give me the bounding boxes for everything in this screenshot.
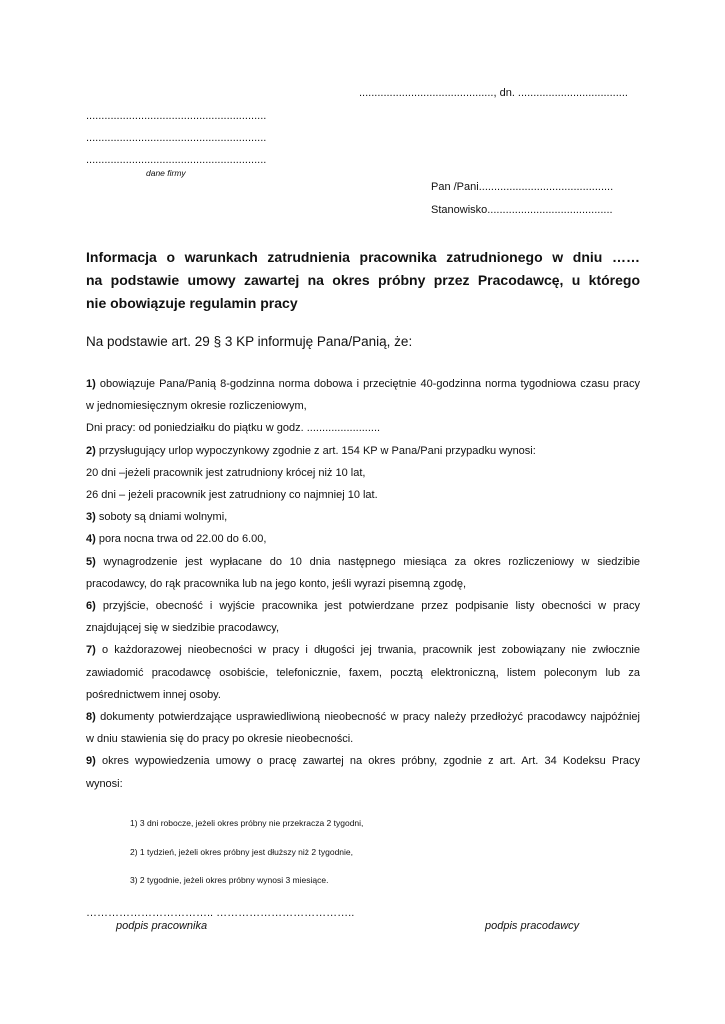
notice-period-3: 3) 2 tygodnie, jeżeli okres próbny wynosi 3 miesiące.: [130, 875, 329, 885]
item-text: pora nocna trwa od 22.00 do 6.00,: [95, 533, 267, 546]
item-1-line-2: w jednomiesięcznym okresie rozliczeniowym,: [86, 400, 307, 413]
item-number: 6): [86, 600, 96, 613]
item-1-line-1: [86, 373, 640, 395]
item-number: 4): [86, 533, 96, 546]
title-line-1: Informacja o warunkach zatrudnienia pracownika zatrudnionego w dniu ……: [86, 249, 640, 265]
title-line-3: nie obowiązuje regulamin pracy: [86, 295, 298, 311]
item-6-line-1: [86, 595, 640, 617]
company-line-2: ...........................................................: [86, 132, 267, 144]
item-text: przysługujący urlop wypoczynkowy zgodnie z art. 154 KP w Pana/Pani przypadku wynosi:: [95, 444, 536, 457]
item-number: 1): [86, 378, 96, 390]
item-number: 7): [86, 644, 96, 657]
item-7-line-1: [86, 639, 640, 661]
title-line-2: na podstawie umowy zawartej na okres próbny przez Pracodawcę, u którego: [86, 272, 640, 288]
item-8-line-2: w dniu stawienia się do pracy po okresie nieobecności.: [86, 733, 354, 746]
employee-signature-label: podpis pracownika: [116, 920, 208, 932]
item-3: [86, 506, 640, 528]
document-title: [86, 246, 640, 315]
item-7-line-3: pośrednictwem innej osoby.: [86, 688, 221, 701]
item-text: obowiązuje Pana/Panią 8-godzinna norma dobowa i przeciętnie 40-godzinna norma tygodniowa czasu pracy: [95, 378, 640, 390]
item-text: okres wypowiedzenia umowy o pracę zawartej na okres próbny, zgodnie z art. Art. 34 Kodeksu Pracy: [95, 755, 640, 768]
item-text: przyjście, obecność i wyjście pracownika jest potwierdzane przez podpisanie listy obecności w pracy: [95, 600, 640, 613]
item-number: 8): [86, 711, 96, 724]
company-line-3: ...........................................................: [86, 154, 267, 166]
item-4: [86, 528, 640, 550]
item-5-line-1: [86, 551, 640, 573]
items-block: [86, 373, 640, 795]
item-7-line-2: zawiadomić pracodawcę osobiście, telefonicznie, faxem, pocztą elektroniczną, listem poleconym lub za: [86, 666, 640, 679]
item-2-line-2: 20 dni –jeżeli pracownik jest zatrudniony krócej niż 10 lat,: [86, 466, 366, 479]
notice-period-2: 2) 1 tydzień, jeżeli okres próbny jest dłuższy niż 2 tygodnie,: [130, 847, 354, 857]
item-9-line-2: wynosi:: [86, 777, 123, 790]
item-text: soboty są dniami wolnymi,: [95, 511, 228, 524]
item-2-line-1: [86, 440, 640, 462]
notice-period-1: 1) 3 dni robocze, jeżeli okres próbny nie przekracza 2 tygodni,: [130, 818, 364, 828]
item-9-line-1: [86, 750, 640, 772]
recipient-line: Pan /Pani............................................: [431, 181, 614, 193]
lead-paragraph: Na podstawie art. 29 § 3 KP informuję Pana/Panią, że:: [86, 334, 413, 349]
item-8-line-1: [86, 706, 640, 728]
place-date-line: ............................................, dn. ....................................: [359, 87, 628, 99]
item-number: 5): [86, 555, 96, 568]
item-text: dokumenty potwierdzające usprawiedliwioną nieobecność w pracy należy przedłożyć pracodawcy najpóźniej: [95, 711, 640, 724]
item-number: 9): [86, 755, 96, 768]
item-2-line-3: 26 dni – jeżeli pracownik jest zatrudniony co najmniej 10 lat.: [86, 489, 378, 502]
company-caption: dane firmy: [146, 168, 186, 178]
signature-dots: …………………………….. ………………………………..: [86, 907, 355, 919]
company-line-1: ...........................................................: [86, 110, 267, 122]
item-number: 3): [86, 511, 96, 524]
item-text: wynagrodzenie jest wypłacane do 10 dnia następnego miesiąca za okres rozliczeniowy w siedzibie: [95, 555, 640, 568]
item-1-line-3: Dni pracy: od poniedziałku do piątku w godz. ........................: [86, 422, 381, 435]
item-text: o każdorazowej nieobecności w pracy i długości jej trwania, pracownik jest zobowiązany nie zwłocznie: [95, 644, 640, 657]
position-line: Stanowisko.........................................: [431, 204, 613, 216]
item-number: 2): [86, 444, 96, 457]
item-5-line-2: pracodawcy, do rąk pracownika lub na jego konto, jeśli wyrazi pisemną zgodę,: [86, 577, 467, 590]
item-6-line-2: znajdującej się w siedzibie pracodawcy,: [86, 622, 280, 635]
employer-signature-label: podpis pracodawcy: [485, 920, 580, 932]
